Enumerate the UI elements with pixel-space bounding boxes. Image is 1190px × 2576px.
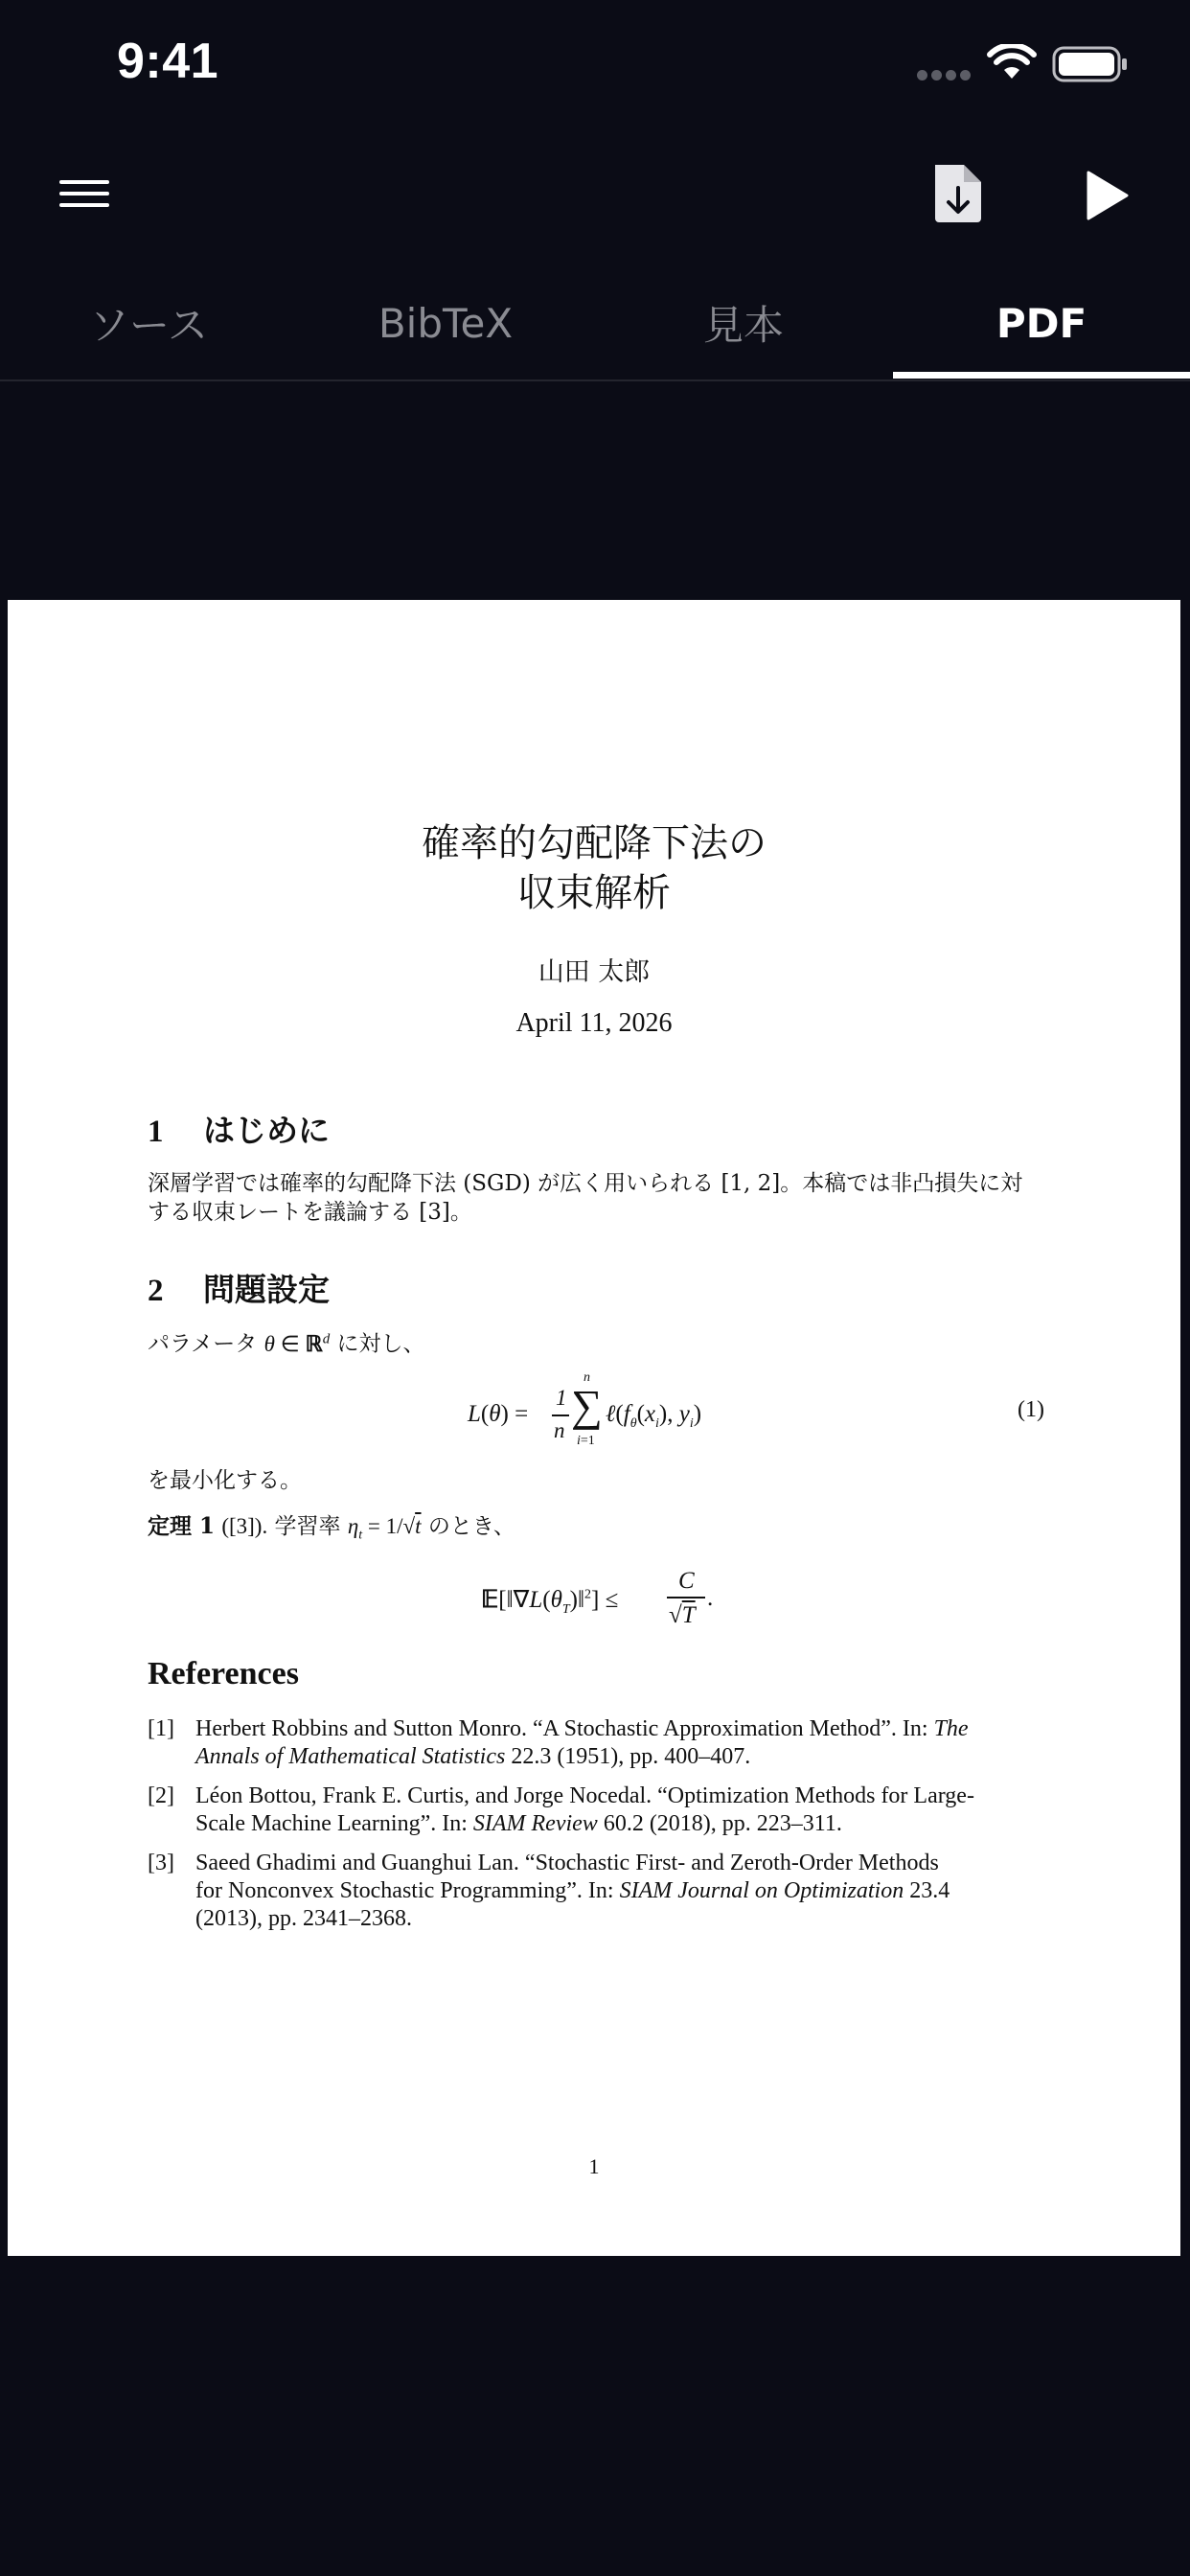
section-2-heading <box>148 1265 330 1310</box>
reference-2-text: Léon Bottou, Frank E. Curtis, and Jorge Nocedal. “Optimization Methods for Large- <box>195 1783 974 1808</box>
document-title <box>8 818 1180 918</box>
tab-pdf[interactable]: PDF <box>995 299 1087 347</box>
document-date: April 11, 2026 <box>515 1008 673 1038</box>
theorem-inequality: $𝔼[‖\nabla L(\theta_T)‖^2]$ ≤ C √T . <box>481 1568 714 1628</box>
reference-1-details: 22.3 (1951), pp. 400–407. <box>505 1744 751 1769</box>
cellular-signal-icon <box>917 70 971 81</box>
section-2-after-equation: を最小化する。 <box>148 1468 302 1493</box>
play-icon[interactable] <box>1081 169 1131 222</box>
reference-3 <box>148 1850 1048 1933</box>
section-1-title: はじめに <box>203 1112 330 1149</box>
wifi-icon <box>987 44 1037 82</box>
reference-1-text: Herbert Robbins and Sutton Monro. “A Stochastic Approximation Method”. In: <box>195 1716 934 1741</box>
theorem-text-a: 学習率 <box>274 1514 348 1539</box>
theorem-label: 定理 1 <box>148 1513 216 1539</box>
theorem-citation: ([3]). <box>221 1514 268 1538</box>
battery-icon <box>1052 46 1129 82</box>
reference-2-details: 60.2 (2018), pp. 223–311. <box>597 1811 842 1836</box>
reference-3-text: Saeed Ghadimi and Guanghui Lan. “Stochastic First- and Zeroth-Order Methods <box>195 1851 939 1875</box>
page-number: 1 <box>588 2154 600 2178</box>
references-heading: References <box>148 1656 299 1691</box>
section-2-intro <box>148 1324 1048 1359</box>
reference-3-text-c: (2013), pp. 2341–2368. <box>195 1906 412 1931</box>
reference-3-label: [3] <box>148 1851 174 1875</box>
section-2-intro-text-a: パラメータ <box>148 1331 264 1357</box>
pdf-page[interactable] <box>8 600 1180 2256</box>
section-2-title: 問題設定 <box>203 1271 330 1308</box>
reference-1-journal-b: Annals of Mathematical Statistics <box>195 1744 506 1769</box>
section-1-heading <box>148 1106 330 1151</box>
learning-rate-math: $\eta_t = 1/√t$ <box>347 1514 422 1543</box>
equation-1-number: (1) <box>1018 1397 1044 1422</box>
file-download-icon[interactable] <box>929 161 987 226</box>
tab-sample[interactable]: 見本 <box>702 302 784 349</box>
theorem-1 <box>148 1512 1048 1551</box>
section-2-intro-text-b: に対し、 <box>330 1331 425 1357</box>
reference-3-text-b: for Nonconvex Stochastic Programming”. In: <box>195 1878 620 1903</box>
tab-source[interactable]: ソース <box>89 302 208 349</box>
parameter-math: θ ∈ ℝ$^d$ <box>263 1331 331 1356</box>
reference-1 <box>148 1715 1048 1771</box>
section-1-line-2: する収束レートを議論する [3]。 <box>148 1200 472 1225</box>
reference-2-journal: SIAM Review <box>472 1811 598 1836</box>
tab-bibtex[interactable]: BibTeX <box>378 299 514 347</box>
document-title-line-2: 収束解析 <box>517 871 671 915</box>
theorem-text-b: のとき、 <box>421 1514 515 1539</box>
status-time: 9:41 <box>117 34 219 89</box>
reference-1-journal-a: The <box>933 1716 969 1741</box>
active-tab-indicator <box>893 372 1190 379</box>
toolbar <box>0 144 1190 240</box>
reference-3-details: 23.4 <box>904 1878 950 1903</box>
reference-1-label: [1] <box>148 1716 174 1741</box>
status-bar <box>0 0 1190 125</box>
section-2-number: 2 <box>148 1274 164 1308</box>
document-title-line-1: 確率的勾配降下法の <box>422 821 767 865</box>
reference-2 <box>148 1782 1048 1838</box>
tab-bar <box>0 268 1190 381</box>
equation-1: L(θ) = 1 n n ∑ i=1 $\ell(f_\theta(x_i)$, $y_i$) <box>468 1370 702 1448</box>
reference-2-label: [2] <box>148 1783 174 1808</box>
reference-2-text-b: Scale Machine Learning”. In: <box>195 1811 473 1836</box>
hamburger-icon[interactable] <box>54 172 117 217</box>
section-1-line-1: 深層学習では確率的勾配降下法 (SGD) が広く用いられる [1, 2]。本稿では非凸損失に対 <box>148 1171 1023 1196</box>
document-author: 山田 太郎 <box>538 957 651 987</box>
section-1-paragraph <box>148 1169 1048 1227</box>
reference-3-journal: SIAM Journal on Optimization <box>619 1878 904 1903</box>
section-1-number: 1 <box>148 1115 164 1149</box>
